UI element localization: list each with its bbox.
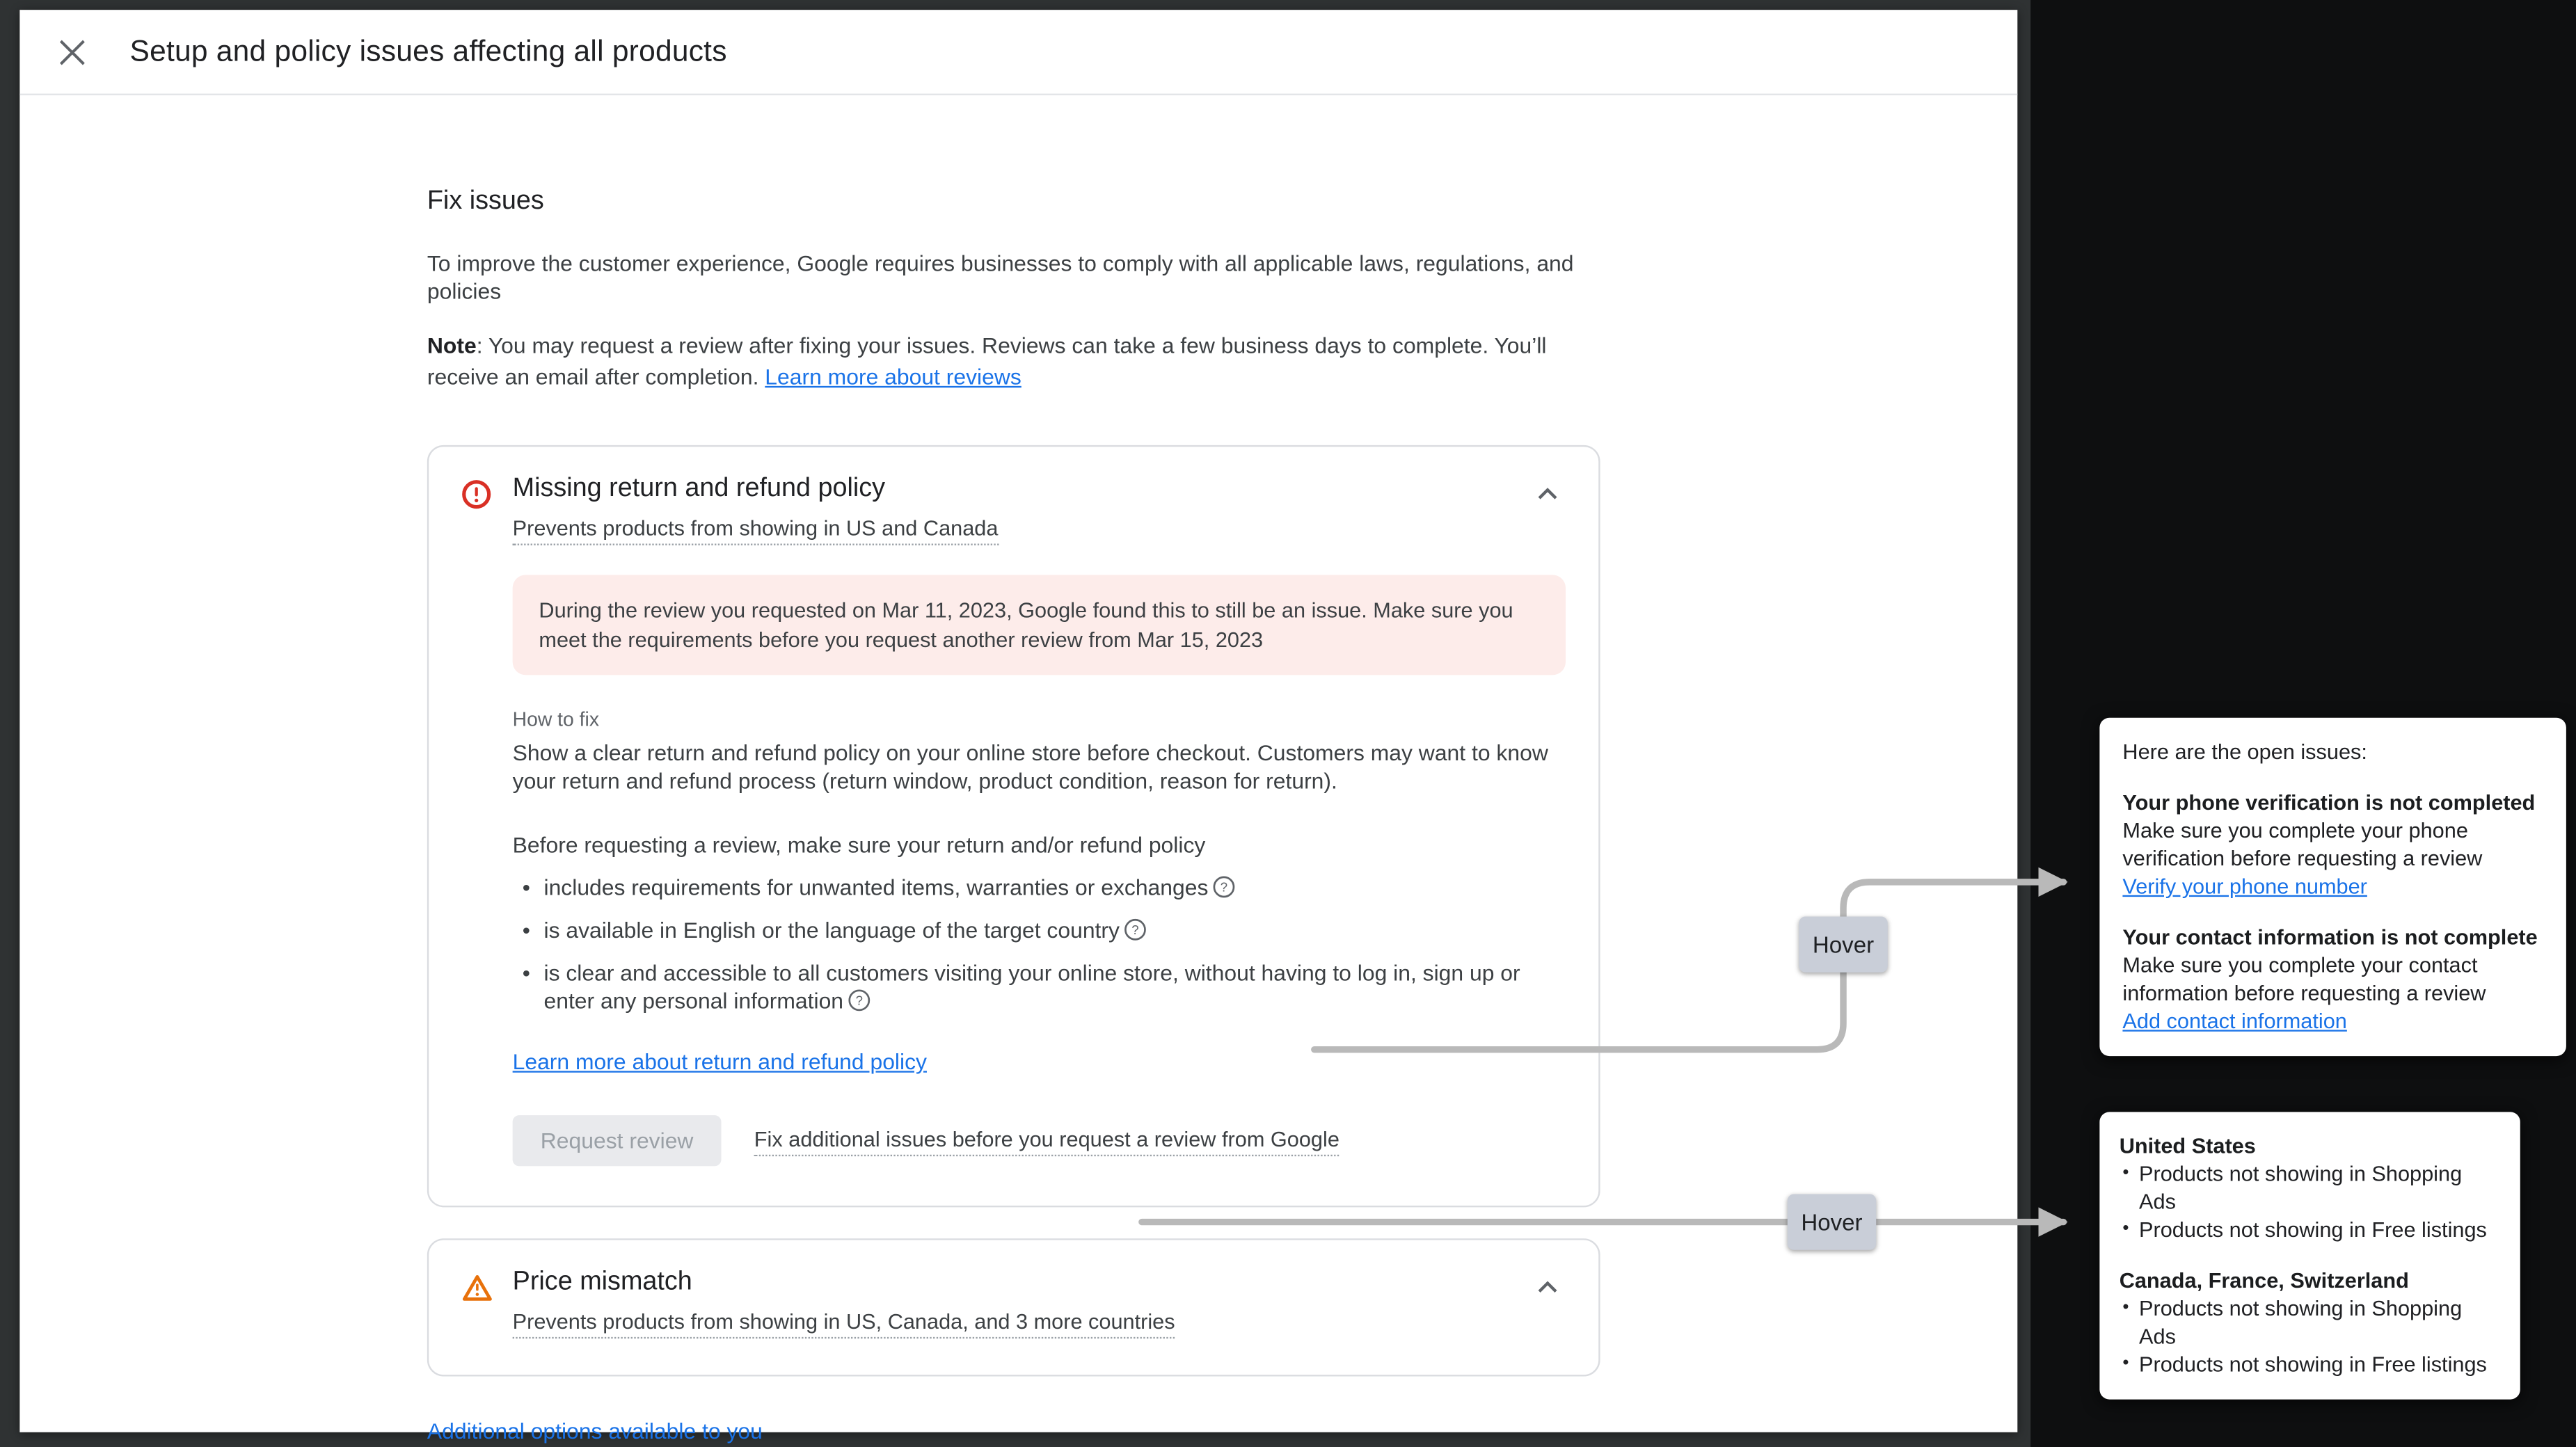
tooltip-bullet: • Products not showing in Shopping Ads: [2120, 1160, 2501, 1215]
request-review-button[interactable]: Request review: [513, 1115, 722, 1166]
tooltip-bullet: • Products not showing in Free listings: [2120, 1215, 2501, 1243]
help-icon[interactable]: [1124, 918, 1147, 948]
fix-issues-heading: Fix issues: [427, 187, 544, 216]
close-button[interactable]: [56, 36, 88, 69]
tooltip-group-us: United States • Products not showing in Shopping Ads • Products not showing in Free listings: [2120, 1132, 2501, 1244]
tooltip-bullet: • Products not showing in Free listings: [2120, 1350, 2501, 1378]
countries-tooltip: [2099, 1112, 2520, 1399]
issue-subtitle-tooltip-trigger[interactable]: Prevents products from showing in US, Canada, and 3 more countries: [513, 1309, 1175, 1338]
hover-annotation-chip-2: Hover: [1788, 1194, 1876, 1249]
checklist: [513, 874, 1548, 1018]
hover-annotation-chip-1: Hover: [1799, 916, 1887, 972]
collapse-card-button[interactable]: [1529, 477, 1566, 513]
request-review-row: [513, 1115, 1566, 1166]
setup-policy-issues-dialog: [19, 10, 2017, 1444]
tooltip-group-ca-fr-ch: Canada, France, Switzerland • Products not showing in Shopping Ads • Products not showing in Free listings: [2120, 1266, 2501, 1378]
issue-title: Missing return and refund policy: [512, 474, 886, 503]
checklist-item: • includes requirements for unwanted items, warranties or exchanges ?: [513, 874, 1548, 905]
learn-more-reviews-link[interactable]: Learn more about reviews: [765, 365, 1021, 390]
chevron-up-icon: [1529, 1286, 1566, 1311]
chevron-up-icon: [1529, 493, 1566, 517]
checklist-item: • is available in English or the language of the target country ?: [513, 916, 1548, 948]
intro-description: To improve the customer experience, Google requires businesses to comply with all applicable laws, regulations, and policies: [427, 251, 1574, 304]
learn-more-return-refund-link[interactable]: Learn more about return and refund policy: [512, 1049, 927, 1075]
issue-title: Price mismatch: [512, 1268, 692, 1296]
close-icon: [56, 36, 88, 69]
intro-note: [427, 330, 1597, 393]
verify-phone-number-link[interactable]: Verify your phone number: [2122, 874, 2367, 899]
svg-text:?: ?: [856, 993, 864, 1008]
tooltip-intro: Here are the open issues:: [2122, 739, 2367, 764]
note-label: Note: [427, 333, 477, 358]
issue-subtitle-tooltip-trigger[interactable]: Prevents products from showing in US and Canada: [513, 515, 999, 545]
error-icon: [461, 479, 491, 509]
svg-text:?: ?: [1221, 879, 1229, 895]
additional-options-link[interactable]: Additional options available to you: [427, 1418, 763, 1444]
svg-text:?: ?: [1132, 922, 1140, 937]
issue-card-price-mismatch: [427, 1238, 1600, 1376]
card-header: [429, 1240, 1598, 1375]
tooltip-bullet: • Products not showing in Shopping Ads: [2120, 1294, 2501, 1350]
checklist-intro: Before requesting a review, make sure your return and/or refund policy: [512, 833, 1206, 858]
review-alert-banner: During the review you requested on Mar 11, 2023, Google found this to still be an issue. Make sure you meet the requirements before you request another review from Mar 15, 2023: [513, 575, 1566, 675]
dialog-content: [427, 187, 1600, 1447]
card-body: [429, 575, 1598, 1206]
issue-card-missing-return-policy: [427, 445, 1600, 1208]
checklist-item: • is clear and accessible to all customers visiting your online store, without having to log in, sign up or enter any personal information ?: [513, 959, 1548, 1018]
warning-icon: [461, 1273, 491, 1302]
tooltip-issue-phone: Your phone verification is not completed Make sure you complete your phone verification before requesting a review Verify your phone number: [2122, 790, 2536, 899]
collapse-card-button[interactable]: [1529, 1270, 1566, 1306]
how-to-fix-text: Show a clear return and refund policy on your online store before checkout. Customers may want to know your return and refund process (return window, product condition, reason for return).: [512, 740, 1548, 794]
open-issues-tooltip: [2099, 718, 2566, 1056]
tooltip-issue-contact: Your contact information is not complete Make sure you complete your contact information before requesting a review Add contact information: [2122, 925, 2538, 1034]
help-icon[interactable]: [1213, 875, 1236, 904]
fix-additional-issues-tooltip-trigger[interactable]: Fix additional issues before you request a review from Google: [754, 1126, 1339, 1155]
note-text: : You may request a review after fixing your issues. Reviews can take a few business days to complete. You’ll receive an email after completion.: [427, 333, 1547, 390]
card-header: [429, 447, 1598, 545]
how-to-fix-label: How to fix: [512, 707, 600, 731]
add-contact-information-link[interactable]: Add contact information: [2122, 1008, 2347, 1034]
help-icon[interactable]: [848, 989, 871, 1018]
dialog-title: Setup and policy issues affecting all products: [129, 34, 727, 67]
dialog-header: [19, 10, 2017, 95]
